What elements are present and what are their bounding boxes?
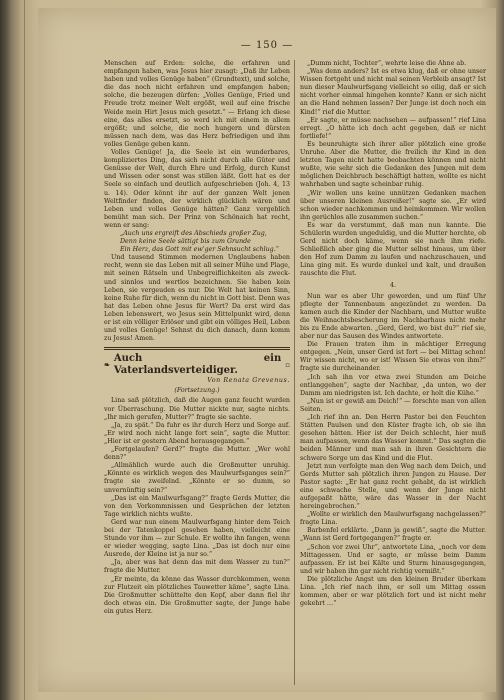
ornament-icon: ❧	[104, 360, 110, 370]
poem-line-1: „Auch uns ergreift des Abschieds großer Zug,	[120, 229, 267, 237]
story-paragraph-3: „Fortgelaufen? Gerd?“ fragte die Mutter. „Wer wohl denn?“	[104, 446, 290, 462]
story-paragraph-6: Gerd war nun einem Maulwurfsgang hinter dem Teich bei der Tatenkoppel gesehen haben, vielleicht eine Stunde vor ihm — zur Schule. Er wollte ihn fangen, wenn er wieder wegging, sagte Lina. „Das ist doch nur eine Ausrede, der Kleine ist ja nur so.“	[104, 518, 290, 559]
right-paragraph-10: „Nun ist er gewiß am Deich!“ — forschte man von allen Seiten.	[300, 397, 486, 413]
story-paragraph-4: „Allmählich wurde auch die Großmutter unruhig. „Könnte es wirklich wegen des Maulwurfsganges sein?“ fragte sie zweifelnd. „Könnte er so dumm, so unvernünftig sein?“	[104, 462, 290, 494]
right-paragraph-12: Jetzt nun verfolgte man den Weg nach dem Deich, und Gerds Mutter sah plötzlich ihren Jungen zu Hause. Der Pastor sagte: „Er hat ganz recht gehabt, da ist wirklich eine schwache Stelle, und wenn der Junge nicht aufgepaßt hätte, wäre das Wasser in der Nacht hereingebrochen.“	[300, 462, 486, 511]
right-paragraph-9: „Ich sah ihn vor etwa zwei Stunden am Deiche entlanggehen“, sagte der Nachbar, „da unten, wo der Damm am niedrigsten ist. Ich dachte, er holt die Kühe.“	[300, 373, 486, 397]
section-rule	[104, 347, 290, 350]
story-author: Von Renata Grevenus.	[207, 377, 290, 385]
right-paragraph-3: „Er sagte, er müsse nachsehen — aufpassen!“ rief Lina erregt. „O hätte ich doch acht gegeben, daß er nicht fortliefe!“	[300, 116, 486, 140]
poem-line-3: Ein Herz, das Gott mit ew'ger Sehnsucht schlug.“	[120, 246, 279, 254]
story-paragraph-8: „Er meinte, da könne das Wasser durchkommen, wenn zur Flutzeit ein plötzliches Tauwetter käme“, sagte Lina. Die Großmutter schüttelte den Kopf, aber dann fiel ihr doch etwas ein. Die Großmutter sagte, der Junge habe ein gutes Herz.	[104, 575, 290, 615]
right-paragraph-8: Die Frauen traten ihm in mächtiger Erregung entgegen. „Nein, unser Gerd ist fort — bei Mittag schon! Wir wissen nicht, wo er ist! Wissen Sie etwas von ihm?“ fragte sie durcheinander.	[300, 341, 486, 373]
right-column	[300, 60, 486, 608]
right-paragraph-14: Barbenfel erklärte. „Dann ja gewiß“, sagte die Mutter. „Wann ist Gerd fortgegangen?“ fragte er.	[300, 527, 486, 543]
section-number: 4.	[389, 281, 396, 289]
right-paragraph-7: Nun war es aber Uhr geworden, und um fünf Uhr pflegte der Tannenbaum angezündet zu werden. Da kamen auch die Kinder der Nachbarn, und Mutter wußte die Weihnachtsbescherung im Nachbarhaus nicht mehr bis zu Ende abwarten. „Gerd, Gerd, wo bist du?“ rief sie, aber nur das Sausen des Windes antwortete.	[300, 292, 486, 341]
right-paragraph-2: „Was denn anders? Ist es etwa klug, daß er ohne unser Wissen fortgeht und nicht mal seinen Verbleib ansagt? Ist nun dieser Maulwurfsgang vielleicht so eilig, daß er sich nicht vorher einmal hingehen konnte? Kann er sich nicht an die Hand nehmen lassen? Der Junge ist doch noch ein Kind!“ rief die Mutter.	[300, 68, 486, 116]
right-paragraph-15: „Schon vor zwei Uhr“, antwortete Lina, „noch vor dem Mittagessen. Und er sagte, er müsse beim Damm aufpassen. Er ist bei Kälte und Sturm hinausgegangen, und wir haben ihn gar nicht richtig vermißt.“	[300, 543, 486, 575]
column-divider	[294, 60, 295, 685]
left-intro-paragraph-2: Volles Genüge! Ja, die Seele ist ein wunderbares, kompliziertes Ding, das sich nicht durch alle Güter und Genüsse der Welt, durch Ehre und Erfolg, durch Kunst und Wissen oder sonst was stillen läßt. Gott hat es der Seele so einfach und deutlich aufgeschrieben (Joh. 4, 13 u. 14). Oder könnt ihr auf der ganzen Welt jenen Weltfinder finden, der wirklich glücklich wären und Leben und volles Genüge hätten? Ganz vergeblich bemüht man sich. Der Prinz von Schönaich hat recht, wenn er sang:	[104, 149, 290, 229]
story-continuation-note: (Fortsetzung.)	[174, 387, 220, 395]
right-paragraph-11: „Ich rief ihn an. Den Herrn Pastor bei den Feuchten Stätten Paulsen und den Küster fragte ich, ob sie ihn gesehen hätten. Hier ist der Deich schlecht, hier muß man aufpassen, wenn das Wasser kommt.“ Das sagten die beiden Männer und man sah in ihren Gesichtern die schwere Sorge um das Kind und die Flut.	[300, 414, 486, 462]
story-paragraph-2: „Ja, zu spät.“ Da fuhr es ihr durch Herz und Sorge auf. „Er wird noch nicht lange fort sein“, sagte die Mutter. „Hier ist er gestern Abend herausgegangen.“	[104, 421, 290, 445]
book-page	[38, 8, 496, 692]
left-closing-paragraph: Und tausend Stimmen modernen Unglaubens haben recht, wenn sie das Leben mit all seiner Mühe und Plage, mit seinen Rätseln und Unbegreiflichkeiten als zweck- und sinnlos und wertlos bezeichnen. Sie haben kein Leben, sie vergeuden es nur. Die Welt hat keinen Sinn, keine Ruhe für dich, wenn du nicht in Gott bist. Denn was hat das Leben ohne Jesus für Wert? Da erst wird das Leben lebenswert, wo Jesus sein Mittelpunkt wird, denn er ist ein völliger Erlöser und gibt ein völliges Heil, Leben und volles Genüge! Sehnst du dich danach, dann komm zu Jesus! Amen.	[104, 254, 290, 343]
right-paragraph-13: „Wollte er wirklich den Maulwurfsgang nachgelassen?“ fragte Lina.	[300, 511, 486, 527]
story-title: Auch ein Vaterlandsverteidiger.	[113, 353, 282, 377]
left-intro-paragraph-1: Menschen auf Erden: solche, die erfahren und empfangen haben, was Jesus hier zusagt: „Daß ihr Leben haben und volles Genüge haben“ (Grundtext), und solche, die das noch nicht erfahren und empfangen haben; solche, die bezeugen dürfen: „Volles Genüge, Fried und Freude trotz meiner Welt ergößt, weil auf eine frische Weide mein Hirt Jesus mich gesetzt.“ — Erlang ich diese eine, das alles ersetzt, so werd ich mit einem in allem ergößt; und solche, die noch hungern und dürsten müssen nach dem, was das Herz befriedigen und ihm volles Genüge geben kann.	[104, 60, 290, 148]
left-column	[104, 60, 290, 616]
page-number: — 150 —	[240, 40, 294, 51]
poem-line-2: Denn keine Seele sättigt bis zum Grunde	[120, 238, 251, 246]
book-binding-edge	[24, 0, 25, 700]
story-paragraph-1: Lina saß plötzlich, daß die Augen ganz feucht wurden vor Überraschung. Die Mutter nickte nur, sagte nichts. „Ihr mich gerufen, Mutter?“ fragte sie sachte.	[104, 397, 290, 421]
right-paragraph-6: Es war da verstummt, daß man nun kannte. Die Schülerin wurden ungeduldig, und die Mutter horchte, ob Gerd nicht doch käme, wenn sie nach ihm riefe. Schließlich aber ging die Mutter selbst hinaus, um über den Hof zum Damm zu laufen und nachzuschauen, und Lina ging mit. Es wurde dunkel und kalt, und draußen rauschte die Flut.	[300, 221, 486, 278]
right-paragraph-1: „Dumm nicht, Tochter“, wehrte leise die Ahne ab.	[307, 60, 467, 67]
story-paragraph-7: „Ja, aber was hat denn das mit dem Wasser zu tun?“ fragte die Mutter.	[104, 559, 290, 575]
right-paragraph-16: Die plötzliche Angst um den kleinen Bruder überkam Lina. „Ich rief nach ihm, er soll um Mittag essen kommen, aber er war plötzlich fort und ist nicht mehr gekehrt …“	[300, 575, 486, 608]
ornament-icon: ▫	[285, 360, 290, 370]
right-paragraph-4: Es beunruhigte sich ihrer aller plötzlich eine große Unruhe. Aber die Mutter, die freilich ihr Kind in den letzten Tagen nicht hatte beobachten können und nicht wußte, wie sehr sich die Gedanken des Jungen mit dem möglichen Deichbruch beschäftigt hatten, wollte es nicht wahrhaben und sagte scheinbar ruhig.	[300, 140, 486, 189]
story-paragraph-5: „Das ist ein Maulwurfsgang?“ fragte Gerds Mutter, die von den Vorkommnissen und Gesprächen der letzten Tage wirklich nichts wußte.	[104, 494, 290, 518]
story-heading	[104, 353, 290, 377]
right-paragraph-5: „Wir wollen uns keine unnützen Gedanken machen über unseren kleinen Ausreißer!“ sagte sie. „Er wird schon wieder nachkommen und heimkommen. Wir wollen ihn gerüchlos alle zusammen suchen.“	[300, 189, 486, 221]
